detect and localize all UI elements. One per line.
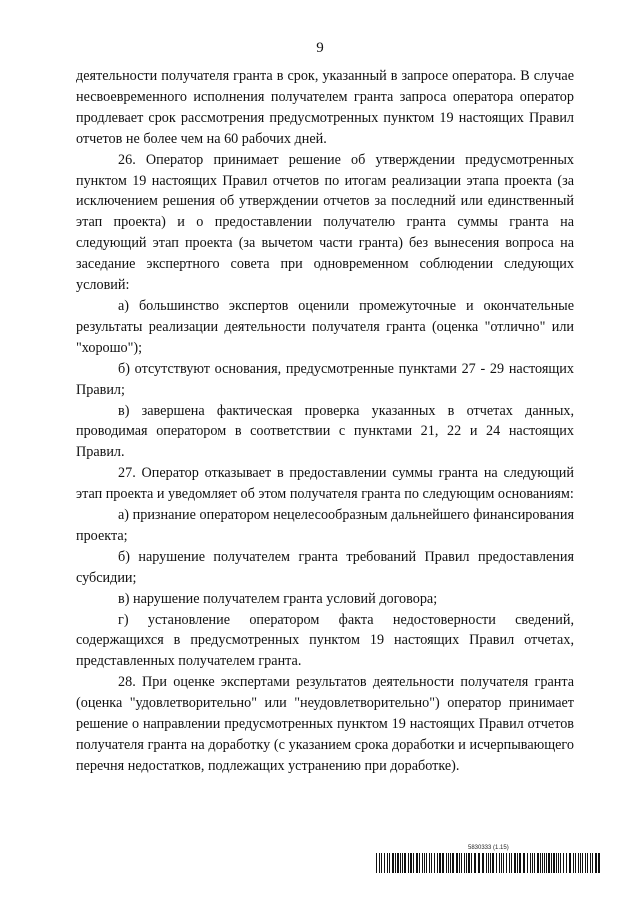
paragraph: в) завершена фактическая проверка указанных в отчетах данных, проводимая оператором в соответствии с пунктами 21, 22 и 24 настоящих Правил.: [76, 402, 574, 461]
paragraph: б) отсутствуют основания, предусмотренные пунктами 27 - 29 настоящих Правил;: [76, 360, 574, 398]
paragraph: а) признание оператором нецелесообразным дальнейшего финансирования проекта;: [76, 507, 574, 544]
paragraph: а) большинство экспертов оценили промежуточные и окончательные результаты реализации деятельности получателя гранта (оценка "отлично" или "хорошо");: [76, 297, 574, 356]
document-body: [76, 66, 574, 777]
paragraph: 27. Оператор отказывает в предоставлении суммы гранта на следующий этап проекта и уведомляет об этом получателя гранта по следующим основаниям:: [76, 465, 574, 503]
document-stamp: 5830333 (1.15): [468, 845, 509, 851]
paragraph: в) нарушение получателем гранта условий договора;: [118, 590, 438, 607]
paragraph: деятельности получателя гранта в срок, указанный в запросе оператора. В случае несвоевременного исполнения получателем гранта запроса оператора оператор продлевает срок рассмотрения предусмотренных пунктом 19 настоящих Правил отчетов не более чем на 60 рабочих дней.: [76, 68, 574, 147]
paragraph: б) нарушение получателем гранта требований Правил предоставления субсидии;: [76, 548, 574, 586]
page-number: 9: [316, 40, 324, 56]
paragraph: 26. Оператор принимает решение об утверждении предусмотренных пунктом 19 настоящих Правил отчетов по итогам реализации этапа проекта (за исключением решения об утверждении отчетов за последний или единственный этап проекта) и о предоставлении получателю гранта суммы гранта на следующий этап проекта (за вычетом части гранта) без вынесения вопроса на заседание экспертного совета при одновременном соблюдении следующих условий:: [76, 151, 574, 294]
paragraph: г) установление оператором факта недостоверности сведений, содержащихся в предусмотренных пунктом 19 настоящих Правил отчетах, представленных получателем гранта.: [76, 611, 574, 670]
paragraph: 28. При оценке экспертами результатов деятельности получателя гранта (оценка "удовлетворительно" или "неудовлетворительно") оператор принимает решение о направлении предусмотренных пунктом 19 настоящих Правил отчетов получателя гранта на доработку (с указанием срока доработки и исчерпывающего перечня недостатков, подлежащих устранению при доработке).: [76, 674, 574, 774]
barcode-image: [376, 853, 600, 873]
